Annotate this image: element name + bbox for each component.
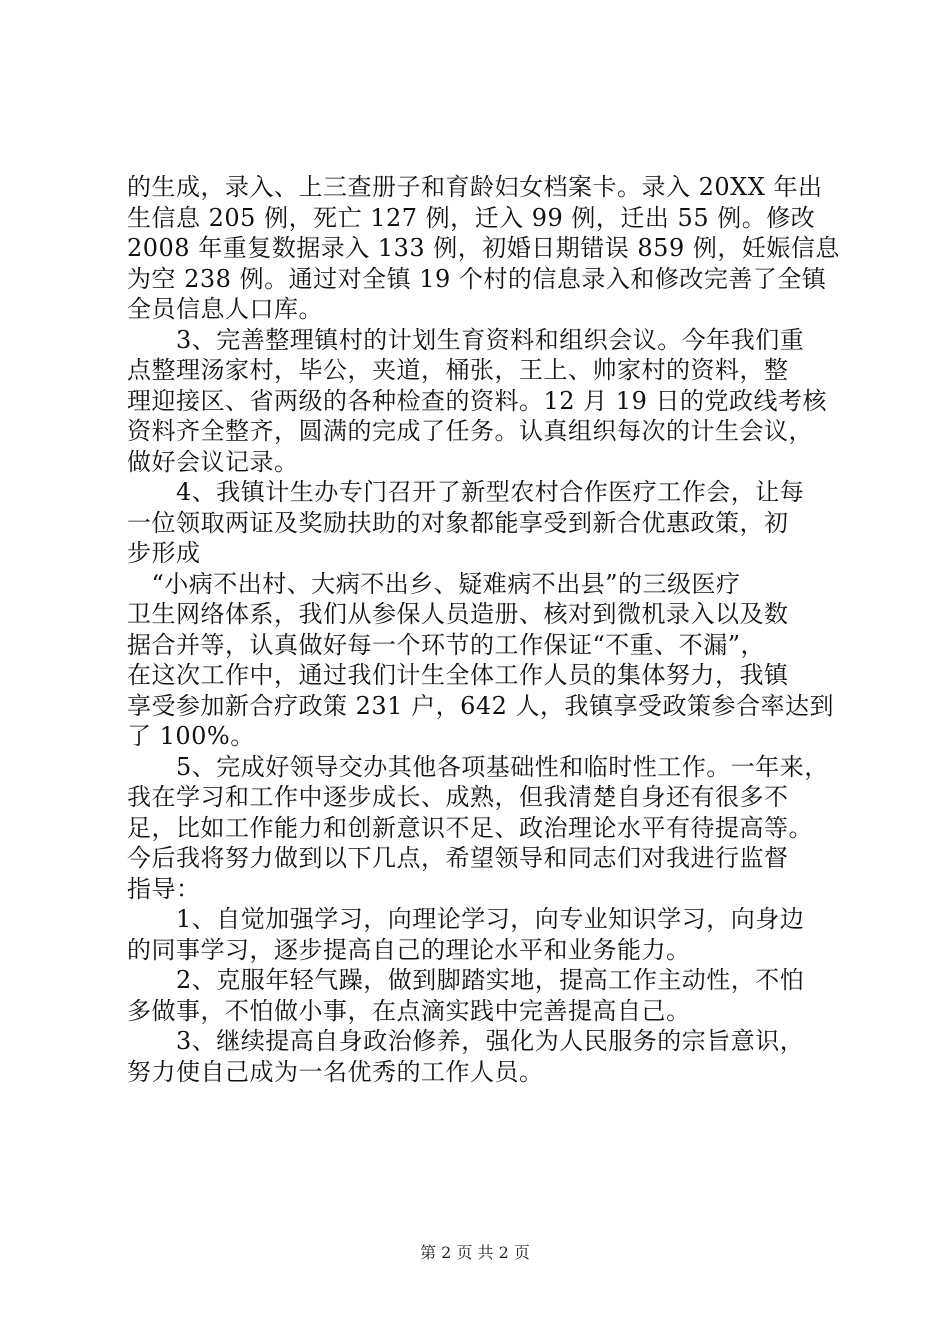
text-line: 卫生网络体系，我们从参保人员造册、核对到微机录入以及数 (127, 600, 789, 628)
document-body (127, 172, 840, 1087)
page-footer: 第 2 页 共 2 页 (420, 1243, 530, 1262)
text-line: “小病不出村、大病不出乡、疑难病不出县”的三级医疗 (127, 569, 741, 598)
text-line: 做好会议记录。 (127, 447, 299, 476)
text-line: 生信息 205 例，死亡 127 例，迁入 99 例，迁出 55 例。修改 (127, 203, 816, 232)
text-line: 2、克服年轻气躁，做到脚踏实地，提高工作主动性，不怕 (127, 966, 805, 994)
text-line: 步形成 (127, 539, 201, 567)
text-line: 我在学习和工作中逐步成长、成熟，但我清楚自身还有很多不 (127, 783, 789, 811)
text-line: 理迎接区、省两级的各种检查的资料。12 月 19 日的党政线考核 (127, 386, 827, 415)
text-line: 了 100%。 (127, 722, 255, 750)
text-line: 3、完善整理镇村的计划生育资料和组织会议。今年我们重 (127, 325, 805, 354)
text-line: 今后我将努力做到以下几点，希望领导和同志们对我进行监督 (127, 844, 789, 872)
text-line: 指导： (127, 874, 201, 903)
text-line: 多做事，不怕做小事，在点滴实践中完善提高自己。 (127, 996, 691, 1025)
text-line: 5、完成好领导交办其他各项基础性和临时性工作。一年来， (127, 752, 829, 781)
text-line: 享受参加新合疗政策 231 户，642 人，我镇享受政策参合率达到 (127, 691, 835, 720)
text-line: 2008 年重复数据录入 133 例，初婚日期错误 859 例，妊娠信息 (127, 234, 840, 262)
text-line: 据合并等，认真做好每一个环节的工作保证“不重、不漏”， (127, 630, 766, 659)
text-line: 足，比如工作能力和创新意识不足、政治理论水平有待提高等。 (127, 813, 813, 842)
text-line: 3、继续提高自身政治修养，强化为人民服务的宗旨意识， (127, 1027, 805, 1055)
text-line: 的同事学习，逐步提高自己的理论水平和业务能力。 (127, 935, 691, 964)
text-line: 4、我镇计生办专门召开了新型农村合作医疗工作会，让每 (127, 478, 805, 506)
text-line: 全员信息人口库。 (127, 295, 323, 323)
text-line: 资料齐全整齐，圆满的完成了任务。认真组织每次的计生会议， (127, 417, 813, 445)
text-line: 1、自觉加强学习，向理论学习，向专业知识学习，向身边 (127, 905, 805, 933)
text-line: 的生成，录入、上三查册子和育龄妇女档案卡。录入 20XX 年出 (127, 173, 823, 201)
text-line: 一位领取两证及奖励扶助的对象都能享受到新合优惠政策，初 (127, 508, 789, 537)
text-line: 在这次工作中，通过我们计生全体工作人员的集体努力，我镇 (127, 661, 789, 689)
text-line: 点整理汤家村，毕公，夹道，桶张，王上、帅家村的资料，整 (127, 356, 789, 384)
text-line: 为空 238 例。通过对全镇 19 个村的信息录入和修改完善了全镇 (127, 264, 827, 293)
text-line: 努力使自己成为一名优秀的工作人员。 (127, 1057, 544, 1086)
